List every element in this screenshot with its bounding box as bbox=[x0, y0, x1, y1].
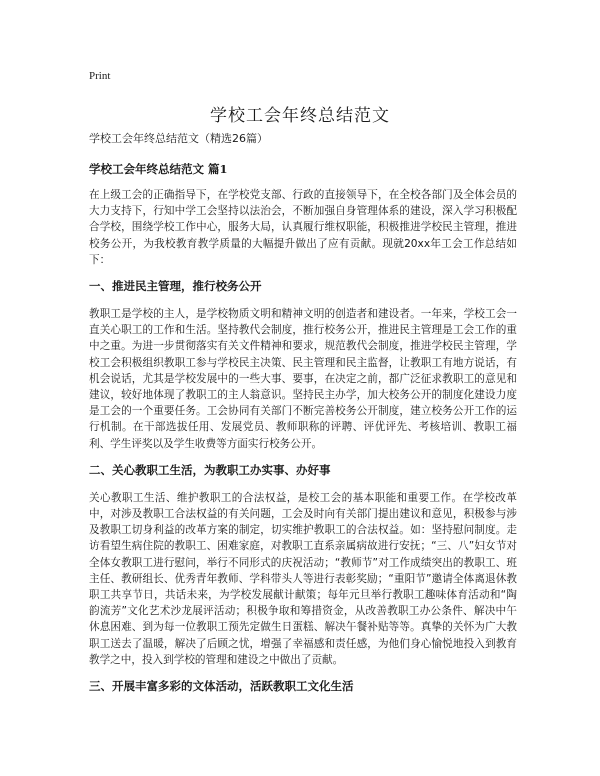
section-heading-2: 二、关心教职工生活，为教职工办实事、办好事 bbox=[89, 462, 331, 477]
article-heading: 学校工会年终总结范文 篇1 bbox=[89, 162, 228, 176]
article-subtitle: 学校工会年终总结范文（精选26篇） bbox=[89, 132, 268, 145]
section-heading-3: 三、开展丰富多彩的文体活动，活跃教职工文化生活 bbox=[89, 679, 354, 694]
section-body-1: 教职工是学校的主人，是学校物质文明和精神文明的创造者和建设者。一年来，学校工会一直关心职工的工作和生活。坚持教代会制度，推行校务公开，推进民主管理是工会工作的重中之重。为进一步贯彻落实有关文件精神和要求，规范教代会制度，推进学校民主管理，学校工会积极组织教职工参与学校民主决策、民主管理和民主监督，让教职工有地方说话，有机会说话，尤其是学校发展中的一些大事、要事，在决定之前，都广泛征求教职工的意见和建议，较好地体现了教职工的主人翁意识。坚持民主办学，加大校务公开的制度化建设力度是工会的一个重要任务。工会协同有关部门不断完善校务公开制度，建立校务公开工作的运行机制。在干部选拔任用、发展党员、教师职称的评聘、评优评先、考核培训、教职工福利、学生评奖以及学生收费等方面实行校务公开。 bbox=[89, 308, 517, 450]
intro-paragraph: 在上级工会的正确指导下，在学校党支部、行政的直接领导下，在全校各部门及全体会员的大力支持下，行知中学工会坚持以法治会，不断加强自身管理体系的建设，深入学习积极配合学校，围绕学校工作中心，服务大局，认真履行维权职能，积极推进学校民主管理，推进校务公开，为我校教育教学质量的大幅提升做出了应有贡献。现就20xx年工会工作总结如下： bbox=[89, 189, 517, 266]
section-body-2: 关心教职工生活、维护教职工的合法权益，是校工会的基本职能和重要工作。在学校改革中，对涉及教职工合法权益的有关问题，工会及时向有关部门提出建议和意见，积极参与涉及教职工切身利益的改革方案的制定，切实维护教职工的合法权益。如：坚持慰问制度。走访看望生病住院的教职工、困难家庭，对教职工直系亲属病故进行安抚；“三、八”妇女节对全体女教职工进行慰问，举行不同形式的庆祝活动；“教师节”对工作成绩突出的教职工、班主任、教研组长、优秀青年教师、学科带头人等进行表彰奖励；“重阳节”邀请全体离退休教职工共享节日，共话未来，为学校发展献计献策；每年元旦举行教职工趣味体育活动和“陶韵流芳”文化艺术沙龙展评活动；积极争取和筹措资金，从改善教职工办公条件、解决中午休息困难、到为每一位教职工预先定做生日蛋糕、解决午餐补贴等等。真挚的关怀为广大教职工送去了温暖，解决了后顾之忧，增强了幸福感和责任感，为他们身心愉悦地投入到教育教学之中，投入到学校的管理和建设之中做出了贡献。 bbox=[89, 491, 517, 666]
article-body bbox=[89, 131, 517, 706]
section-heading-1: 一、推进民主管理，推行校务公开 bbox=[89, 279, 262, 294]
page-title: 学校工会年终总结范文 bbox=[210, 106, 390, 126]
print-link[interactable]: Print bbox=[89, 70, 111, 82]
